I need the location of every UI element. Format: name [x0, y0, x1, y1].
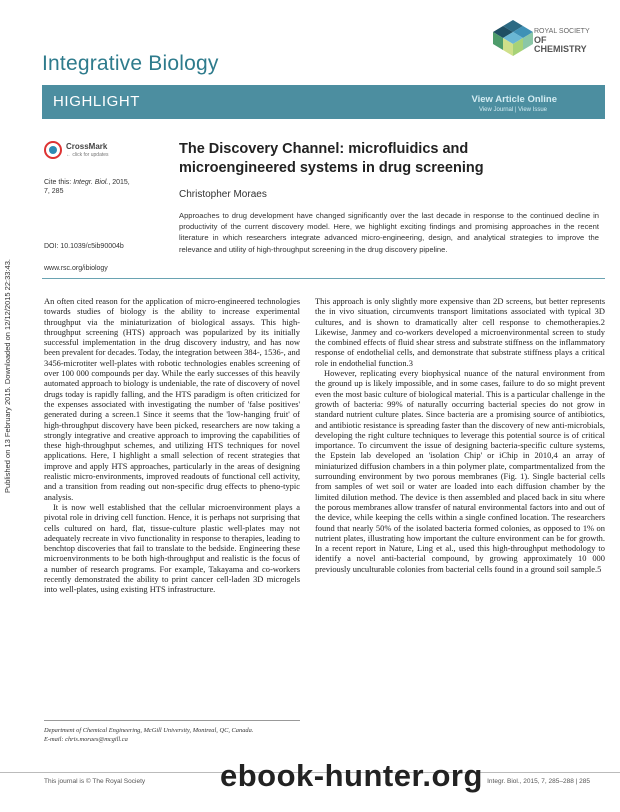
footnote-divider	[44, 720, 300, 721]
crossmark-name: CrossMark	[66, 142, 108, 151]
body-column-left	[44, 296, 300, 595]
citation-label: Cite this:	[44, 179, 74, 186]
rsc-logo-icon	[488, 18, 538, 68]
publisher-logo[interactable]	[488, 14, 594, 72]
body-paragraph: However, replicating every biophysical nuance of the natural environment from the ground up is likely impossible, and in some cases, failure to do so might prevent even the most basic culture of biological material. This is a particular challenge in the growth of bacteria: 99% of naturally occurring bacterial species do not grow in standard nutrient culture plates. Since bacteria are a promising source of antibiotics, and antibiotic resistance is spreading faster than the discovery of new anti-microbials, developing the right culture techniques to leverage this potential source is of critical importance. To circumvent the issue of designing bacteria-specific culture systems, the Epstein lab developed an 'isolation Chip' or iChip in 2010,4 an array of miniaturized diffusion chambers in a thin polymer plate, compartmentalized from the surrounding environment by two porous membranes (Fig. 1). Single bacterial cells from samples of wet soil or water are loaded into each diffusion chamber by the limited dilution method. The device is then assembled and placed back in situ where the porous membranes allow transfer of natural environmental factors into and out of the device, while keeping the cells within a single confined location. The researchers found that nearly 50% of the isolated bacteria formed colonies, as opposed to 1% on nutrient plates, illustrating how important the culture environment can be for growth. In a recent report in Nature, Ling et al., used this high-throughput methodology to identify a novel anti-bacterial compound, by growing approximately 10 000 previously unculturable colonies from bacterial cells found in a ground soil sample.5	[315, 368, 605, 574]
logo-line-1: ROYAL SOCIETY	[534, 28, 590, 35]
body-paragraph: An often cited reason for the application of micro-engineered technologies towards studies of biology is the ability to increase experimental throughput via the miniaturization of biological assays. This high-throughput screening (HTS) approach was popularized by its initially successful implementation in the drug discovery industry, and has now been prevalent for decades. Today, the integration between 384-, 1536-, and 3456-microtiter well-plates with robotic technologies enables screening of over 100 000 compounds per day. While the early successes of this heavily automated approach to biology is undeniable, the rate of discovery of novel drugs today is rapidly falling, and the HTS paradigm is often criticized for the expenses associated with investigating the number of 'false positives' generated during a screen.1 Since it seems that the 'low-hanging fruit' of high-throughput discovery have been picked, researchers are now taking a strongly integrative and creative approach to improving the capabilities of these high-throughput schemes, and utilizing HTS techniques for novel applications. Here, I highlight a small selection of recent strategies that improve and apply HTS approaches, particularly in the areas of designing realistic micro-environments, improved readouts of functional cell activity, and a transition from reading out non-specific drug effects to pheno-typic analysis.	[44, 296, 300, 502]
article-type-label: HIGHLIGHT	[53, 93, 141, 110]
citation	[44, 178, 130, 196]
footer-copyright: This journal is © The Royal Society	[44, 778, 146, 785]
journal-website-link[interactable]: www.rsc.org/ibiology	[44, 265, 108, 272]
view-article-online-link[interactable]: View Article Online	[471, 94, 557, 105]
abstract: Approaches to drug development have changed significantly over the last decade in response to the continued decline in productivity of the current discovery model. Here, we highlight exciting findings and promising approaches in the recent literature in which researchers integrate advanced micro-engineering, design, and analytical strategies to improve the relevance and utility of high-throughput screening in the drug discovery pipeline.	[179, 211, 599, 254]
citation-year: , 2015,	[108, 179, 130, 186]
crossmark-icon	[44, 141, 62, 159]
header-divider	[42, 278, 605, 279]
doi[interactable]: DOI: 10.1039/c5ib90004b	[44, 243, 124, 250]
watermark: ebook-hunter.org	[220, 758, 483, 793]
body-column-right	[315, 296, 605, 574]
author-email[interactable]: E-mail: chris.moraes@mcgill.ca	[44, 736, 128, 743]
affiliation: Department of Chemical Engineering, McGill University, Montreal, QC, Canada.	[44, 727, 254, 734]
footer-page-info: Integr. Biol., 2015, 7, 285–288 | 285	[487, 778, 590, 785]
body-paragraph: This approach is only slightly more expensive than 2D screens, but better represents the in vivo situation, circumvents transport limitations associated with typical 3D cultures, and is shown to dramatically alter cell response to chemotherapies.2 Likewise, Janmey and co-workers developed a microenvironmental screen to study the combined effects of fluid shear stress and substrate stiffness on the inflammatory response of endothelial cells, and demonstrate that substrate stiffness plays a critical role in endothelial function.3	[315, 296, 605, 368]
view-journal-issue-links[interactable]: View Journal | View Issue	[478, 107, 547, 113]
logo-line-2: OF CHEMISTRY	[534, 34, 587, 54]
published-note: Published on 13 February 2015. Downloaded on 12/12/2015 22:33:43.	[3, 259, 12, 493]
article-title: The Discovery Channel: microfluidics and microengineered systems in drug screening	[179, 141, 484, 176]
author-name: Christopher Moraes	[179, 189, 267, 200]
crossmark-badge[interactable]	[44, 140, 124, 162]
body-paragraph: It is now well established that the cellular microenvironment plays a pivotal role in driving cell function. Hence, it is perhaps not surprising that cells cultured on hard, flat, tissue-culture plastic well-plates may not adequately recreate in vivo functionality in response to therapies, leading to benchtop discoveries that fail to translate to the bedside. Engineering these microenvironments to be both high-throughput and realistic is the focus of a number of research programs. For example, Takayama and co-workers recently demonstrated the ability to print cancer cell-laden 3D microgels into well-plates, using existing HTS infrastructure.	[44, 501, 300, 595]
highlight-banner	[42, 85, 605, 119]
crossmark-subtext: ← click for updates	[66, 152, 109, 158]
affiliation-footnote	[44, 726, 302, 744]
citation-volume: 7, 285	[44, 188, 64, 195]
journal-title[interactable]: Integrative Biology	[42, 52, 219, 75]
citation-journal: Integr. Biol.	[73, 179, 109, 186]
